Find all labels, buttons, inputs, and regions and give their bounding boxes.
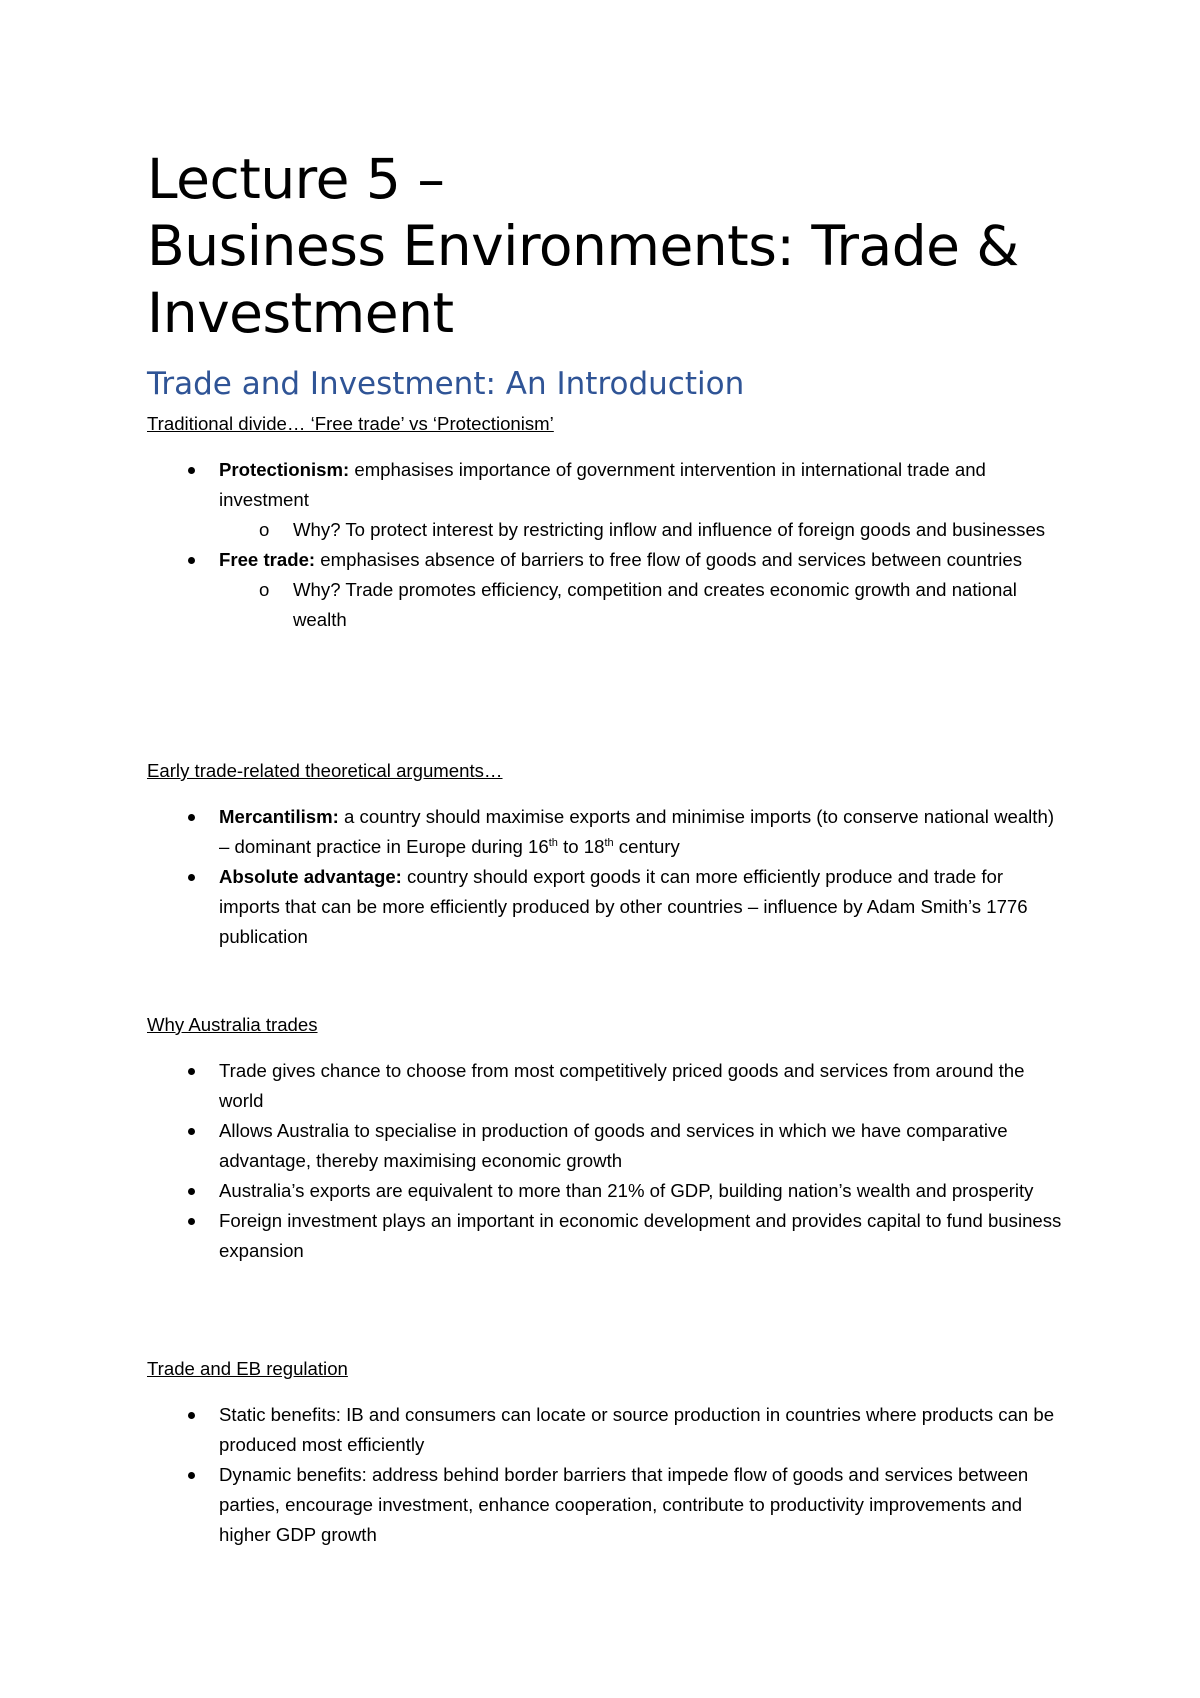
item-text: century (613, 836, 680, 857)
superscript: th (604, 837, 614, 849)
list-item (147, 1206, 1067, 1266)
term-label: Protectionism: (219, 459, 350, 480)
section-heading: Traditional divide… ‘Free trade’ vs ‘Protectionism’ (147, 413, 554, 434)
title-line-2: Business Environments: Trade & (147, 214, 1019, 278)
item-text: Dynamic benefits: address behind border barriers that impede flow of goods and services between parties, encourage investment, enhance cooperation, contribute to productivity improvements and higher GDP growth (219, 1464, 1029, 1545)
list-item (147, 802, 1067, 862)
list-item (147, 862, 1067, 952)
list-item (147, 455, 1067, 545)
item-text: a country should maximise exports and minimise imports (to conserve national wealth) – dominant practice in Europe during 16 (219, 806, 1055, 857)
sub-item-text: Why? Trade promotes efficiency, competition and creates economic growth and national wealth (293, 579, 1017, 630)
title-line-1: Lecture 5 – (147, 147, 445, 211)
item-text: Allows Australia to specialise in production of goods and services in which we have comparative advantage, thereby maximising economic growth (219, 1120, 1008, 1171)
sub-list-item (219, 515, 1067, 545)
bullet-icon (188, 467, 195, 474)
term-label: Mercantilism: (219, 806, 339, 827)
bullet-icon (188, 1472, 195, 1479)
term-label: Absolute advantage: (219, 866, 402, 887)
bullet-icon (188, 1188, 195, 1195)
item-text: Foreign investment plays an important in economic development and provides capital to fund business expansion (219, 1210, 1062, 1261)
bullet-icon (188, 1128, 195, 1135)
section-heading: Why Australia trades (147, 1014, 318, 1035)
bullet-icon (188, 874, 195, 881)
sub-item-text: Why? To protect interest by restricting inflow and influence of foreign goods and businesses (293, 519, 1046, 540)
item-text: Australia’s exports are equivalent to more than 21% of GDP, building nation’s wealth and prosperity (219, 1180, 1034, 1201)
list-item (147, 1056, 1067, 1116)
section-why-australia-trades (147, 1010, 1067, 1266)
bullet-icon (188, 557, 195, 564)
circle-bullet-icon: o (259, 519, 270, 540)
bullet-icon (188, 1068, 195, 1075)
bullet-list (147, 802, 1067, 952)
superscript: th (548, 837, 558, 849)
bullet-icon (188, 814, 195, 821)
list-item (147, 1400, 1067, 1460)
item-text: country should export goods it can more efficiently produce and trade for imports that can be more efficiently produced by other countries – influence by Adam Smith’s 1776 publication (219, 866, 1028, 947)
bullet-list (147, 1056, 1067, 1266)
title-line-3: Investment (147, 281, 454, 345)
section-trade-and-eb-regulation (147, 1354, 1067, 1550)
section-free-trade-vs-protectionism (147, 409, 1067, 635)
item-text: to 18 (557, 836, 605, 857)
page-title (147, 146, 1107, 347)
section-heading: Trade and EB regulation (147, 1358, 348, 1379)
item-text: Trade gives chance to choose from most competitively priced goods and services from around the world (219, 1060, 1025, 1111)
item-text: emphasises absence of barriers to free flow of goods and services between countries (315, 549, 1023, 570)
list-item (147, 545, 1067, 635)
section-early-trade-arguments (147, 756, 1067, 952)
circle-bullet-icon: o (259, 579, 270, 600)
bullet-icon (188, 1412, 195, 1419)
list-item (147, 1176, 1067, 1206)
bullet-list (147, 1400, 1067, 1550)
sub-list-item (219, 575, 1067, 635)
intro-heading: Trade and Investment: An Introduction (147, 366, 745, 402)
term-label: Free trade: (219, 549, 316, 570)
item-text: Static benefits: IB and consumers can locate or source production in countries where products can be produced most efficiently (219, 1404, 1055, 1455)
list-item (147, 1116, 1067, 1176)
bullet-list (147, 455, 1067, 635)
item-text: emphasises importance of government intervention in international trade and investment (219, 459, 986, 510)
section-heading: Early trade-related theoretical arguments… (147, 760, 503, 781)
bullet-icon (188, 1218, 195, 1225)
list-item (147, 1460, 1067, 1550)
